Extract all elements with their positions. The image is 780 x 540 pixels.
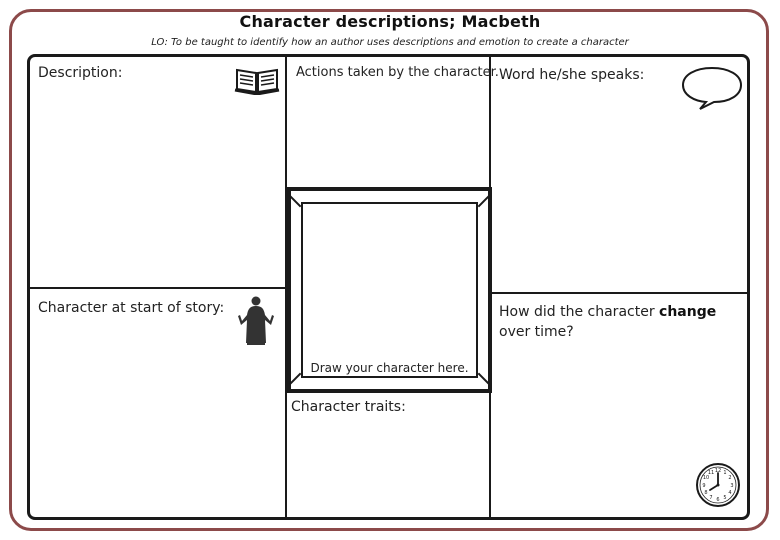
drawing-area[interactable] [301, 202, 478, 378]
svg-text:6: 6 [716, 497, 720, 503]
words-label: Word he/she speaks: [499, 67, 645, 83]
grid-line-left-middle [30, 287, 287, 289]
start-of-story-label: Character at start of story: [38, 300, 225, 316]
worksheet-grid [27, 54, 750, 520]
change-label-prefix: How did the character [499, 304, 655, 320]
clock-icon [694, 461, 742, 509]
svg-text:3: 3 [730, 483, 734, 489]
change-label-suffix: over time? [499, 324, 574, 340]
svg-text:4: 4 [728, 490, 732, 496]
svg-text:2: 2 [728, 475, 732, 481]
svg-text:7: 7 [709, 495, 713, 501]
drawing-frame [287, 187, 492, 393]
person-silhouette-icon [236, 295, 276, 347]
grid-line-right-middle [489, 292, 747, 294]
svg-text:9: 9 [702, 483, 706, 489]
change-label-bold: change [659, 304, 717, 320]
traits-label: Character traits: [291, 399, 406, 415]
draw-label: Draw your character here. [310, 361, 469, 375]
learning-objective: LO: To be taught to identify how an author uses descriptions and emotion to create a character [151, 37, 629, 48]
svg-text:11: 11 [707, 470, 715, 476]
svg-text:10: 10 [702, 475, 710, 481]
actions-label: Actions taken by the character. [296, 65, 499, 80]
book-icon [234, 65, 280, 95]
svg-text:12: 12 [714, 468, 722, 474]
speech-bubble-icon [680, 65, 744, 111]
svg-text:1: 1 [723, 470, 727, 476]
page-title: Character descriptions; Macbeth [239, 12, 541, 31]
svg-text:5: 5 [723, 495, 727, 501]
svg-text:8: 8 [704, 490, 708, 496]
frame-corner-top-right [478, 195, 491, 208]
change-label [499, 302, 719, 342]
frame-corner-top-left [289, 195, 302, 208]
description-label: Description: [38, 65, 123, 81]
